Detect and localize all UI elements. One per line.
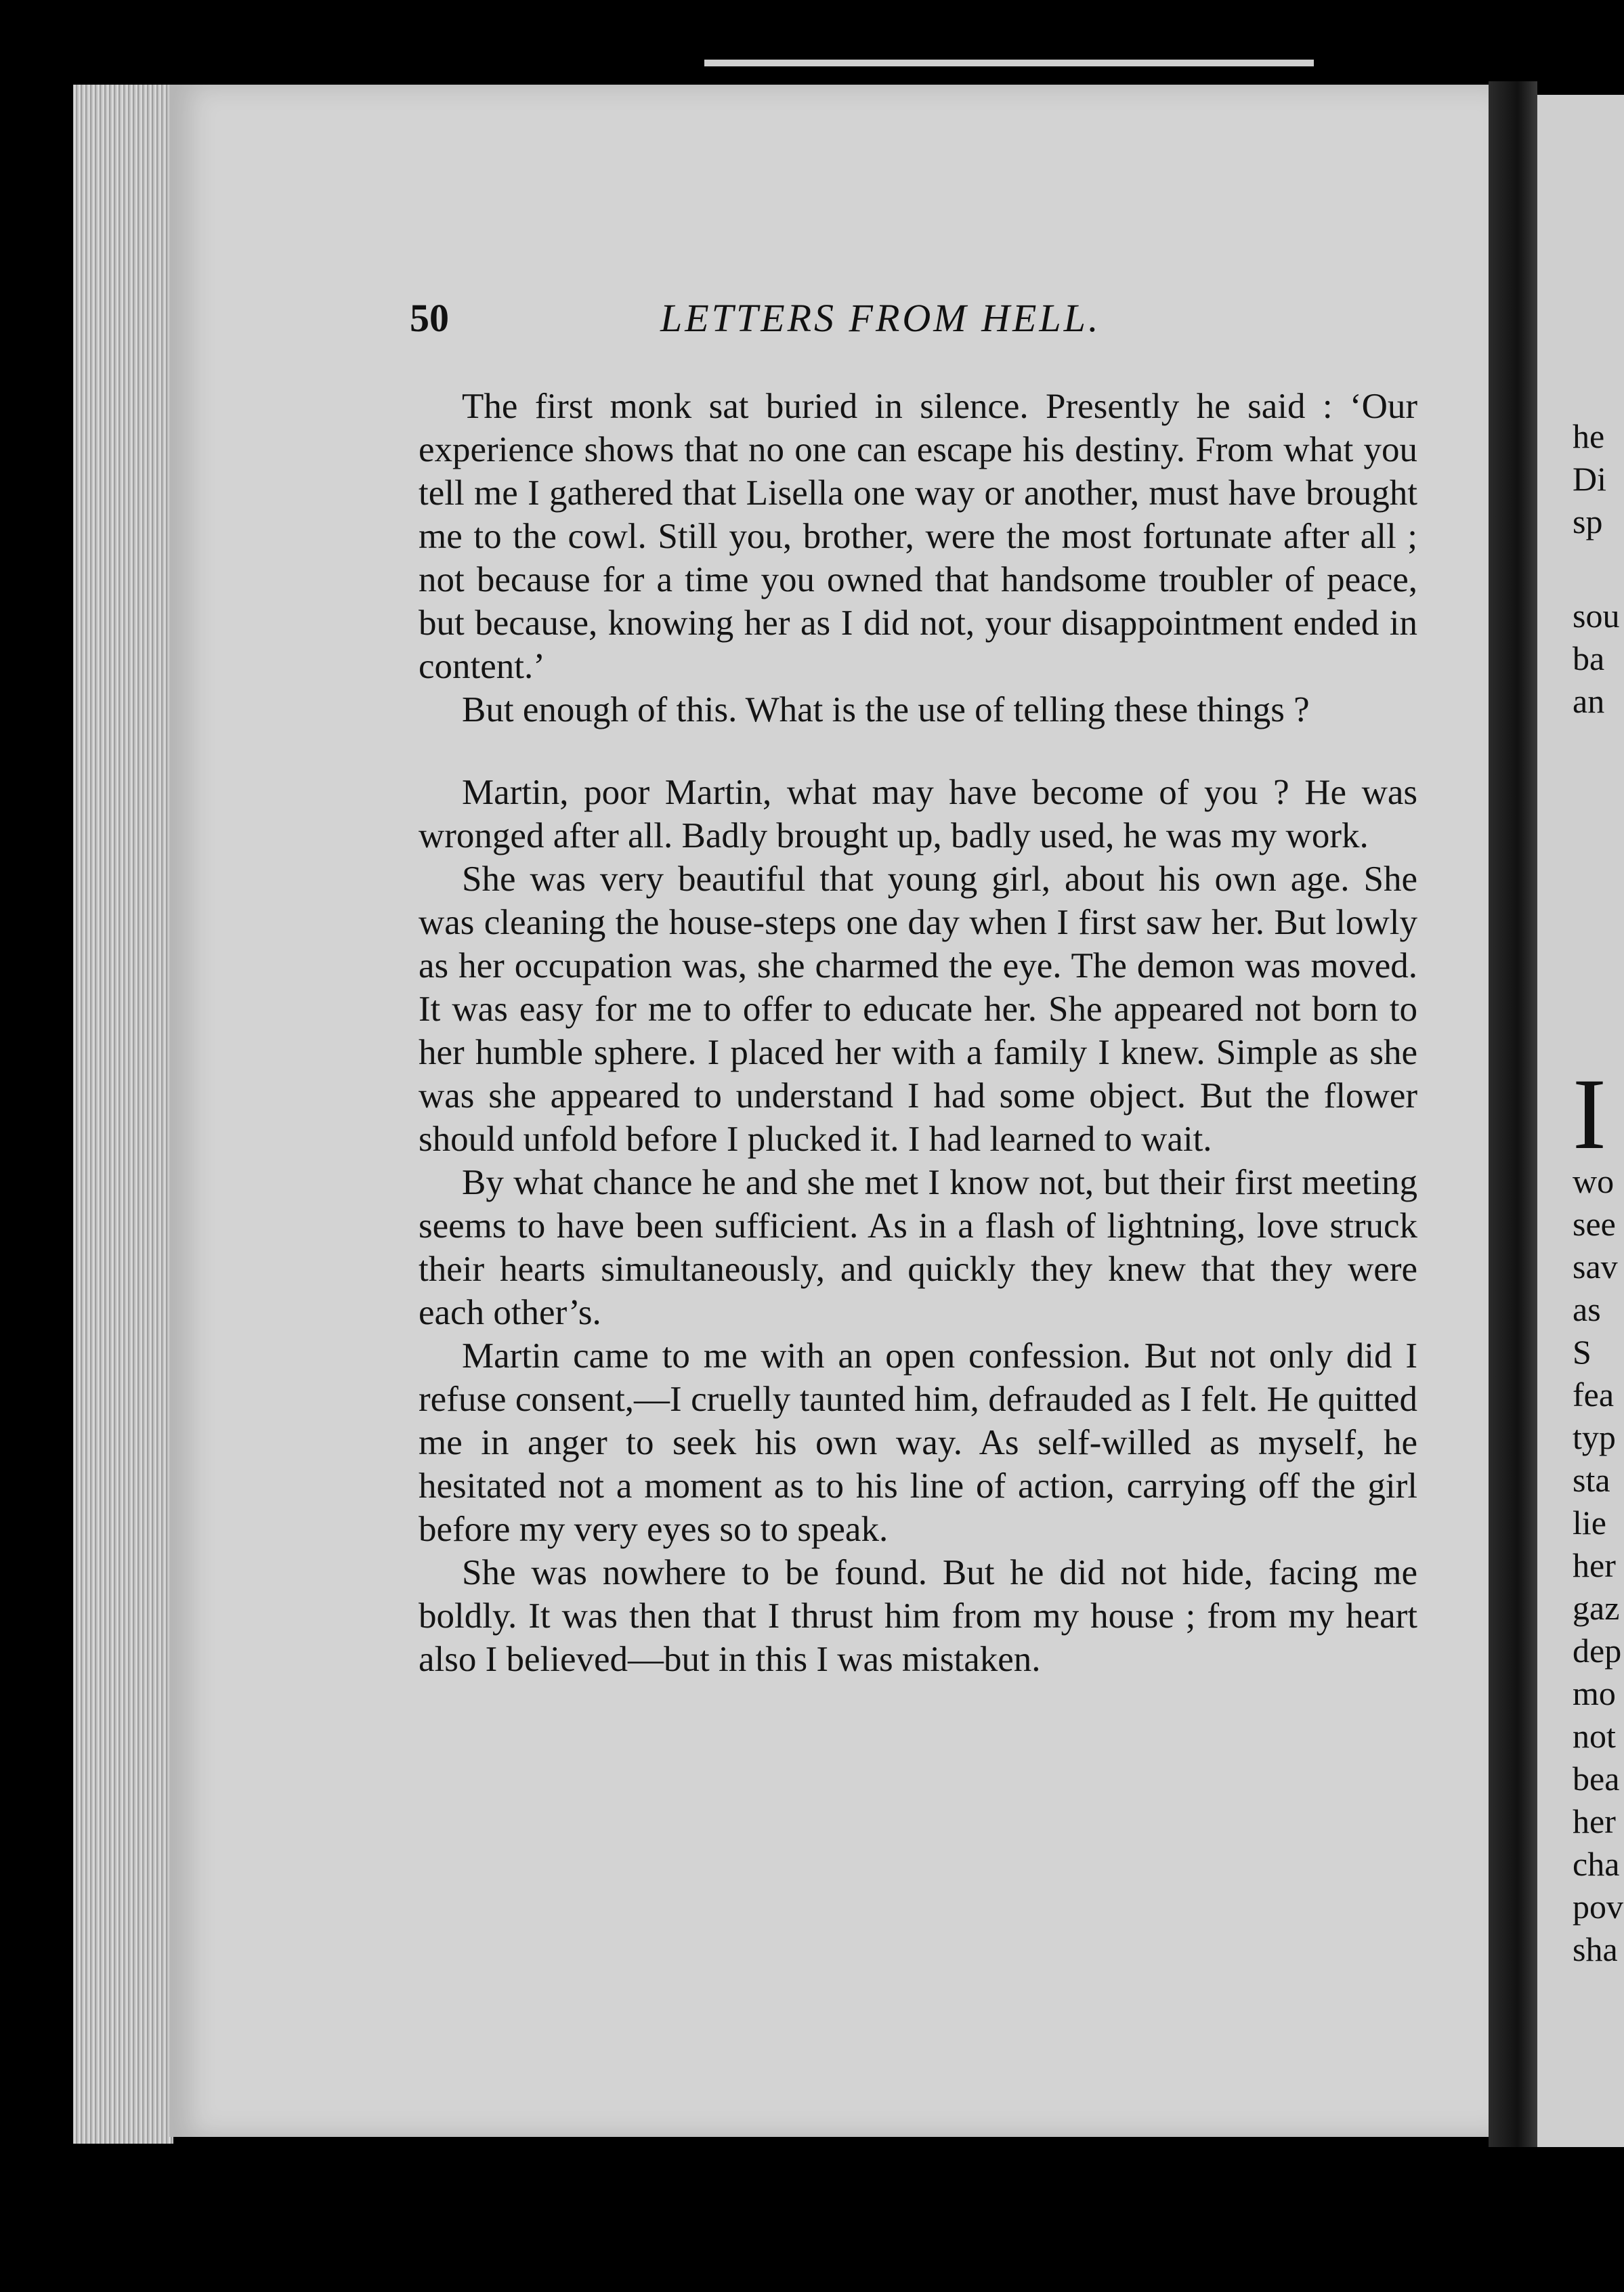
fragment: her (1573, 1802, 1616, 1840)
fragment: her (1573, 1546, 1616, 1584)
page-top-edge (704, 60, 1314, 66)
paragraph: By what chance he and she met I know not, but their first meeting seems to have been sufficient. As in a flash of lightning, love struck their hearts simultaneously, and quickly they knew that they were each other’s. (419, 1163, 1417, 1332)
fragment: Di (1573, 460, 1606, 498)
fragment: not (1573, 1717, 1616, 1755)
fragment: cha (1573, 1845, 1620, 1883)
fragment: as (1573, 1290, 1601, 1328)
fragment: sha (1573, 1930, 1618, 1968)
page-edges (73, 85, 173, 2144)
fragment: pov (1573, 1888, 1623, 1926)
fragment: sta (1573, 1461, 1610, 1499)
fragment: typ (1573, 1418, 1616, 1456)
drop-cap: I (1573, 1058, 1606, 1170)
fragment: lie (1573, 1504, 1606, 1542)
fragment: dep (1573, 1632, 1622, 1670)
book-spine-shadow (1489, 81, 1537, 2147)
fragment: sav (1573, 1248, 1618, 1286)
fragment: sou (1573, 597, 1620, 635)
paragraph: She was very beautiful that young girl, about his own age. She was cleaning the house-steps one day when I first saw her. But lowly as her occupation was, she charmed the eye. The demon was moved. It was easy for me to offer to educate her. She appeared not born to her humble sphere. I placed her with a family I knew. Simple as she was she appeared to understand I had some object. But the flower should unfold before I plucked it. I had learned to wait. (419, 860, 1417, 1159)
fragment: mo (1573, 1674, 1616, 1712)
fragment: wo (1573, 1162, 1615, 1200)
running-title: LETTERS FROM HELL. (660, 296, 1101, 340)
fragment: fea (1573, 1376, 1615, 1414)
fragment: S (1573, 1333, 1591, 1371)
paragraph: Martin, poor Martin, what may have become of you ? He was wronged after all. Badly brought up, badly used, he was my work. (419, 773, 1417, 855)
fragment: an (1573, 682, 1605, 720)
page-header (410, 295, 1419, 349)
section-break (419, 731, 1417, 771)
fragment: gaz (1573, 1589, 1620, 1627)
paragraph: The first monk sat buried in silence. Presently he said : ‘Our experience shows that no one can escape his destiny. From what you tell me I gathered that Lisella one way or another, must have brought me to the cowl. Still you, brother, were the most fortunate after all ; not because for a time you owned that handsome troubler of peace, but because, knowing her as I did not, your disappointment ended in content.’ (419, 387, 1417, 686)
paragraph: She was nowhere to be found. But he did not hide, facing me boldly. It was then that I thrust him from my house ; from my heart also I believed—but in this I was mistaken. (419, 1553, 1417, 1679)
page-number: 50 (410, 296, 449, 340)
paragraph: But enough of this. What is the use of telling these things ? (462, 690, 1310, 729)
fragment: see (1573, 1205, 1616, 1243)
fragment: sp (1573, 503, 1603, 540)
fragment: bea (1573, 1760, 1620, 1798)
fragment: he (1573, 417, 1605, 455)
paragraph: Martin came to me with an open confession. But not only did I refuse consent,—I cruelly taunted him, defrauded as I felt. He quitted me in anger to seek his own way. As self-willed as myself, he hesitated not a moment as to his line of action, carrying off the girl before my very eyes so to speak. (419, 1336, 1417, 1549)
next-page-text-fragments (1573, 0, 1624, 2292)
body-text (419, 385, 1417, 1681)
fragment: ba (1573, 639, 1605, 677)
